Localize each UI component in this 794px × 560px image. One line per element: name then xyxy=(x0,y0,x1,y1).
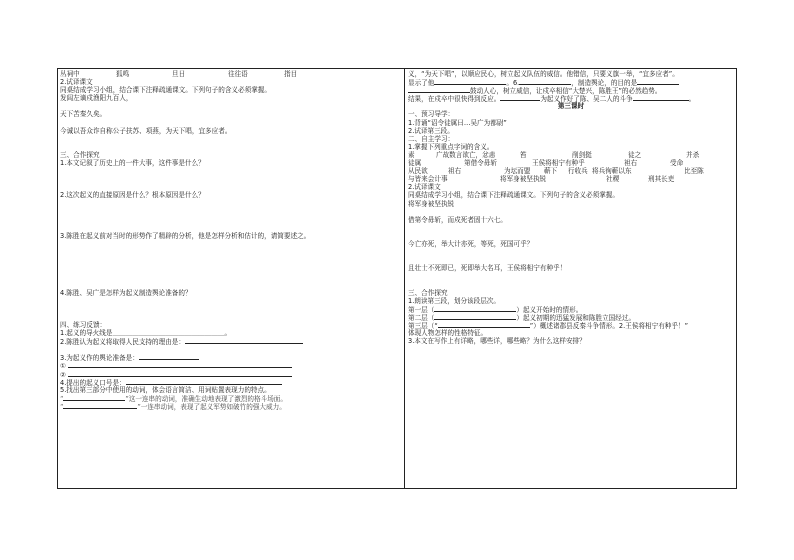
task: 2.试译课文 xyxy=(408,183,441,192)
vocab-row xyxy=(408,159,734,167)
question-text: 1.起义的导火线是 xyxy=(60,329,113,338)
vocab-item: 狐鸣 xyxy=(116,70,130,78)
answer-blank[interactable] xyxy=(185,337,303,344)
text: 。6. xyxy=(506,79,520,88)
fill-row xyxy=(60,394,400,402)
vocab-item: 丛祠中 xyxy=(60,70,80,78)
vocab-item: 将兵徇蕲以东 xyxy=(592,167,632,176)
question: 1.本文记叙了历史上的一件大事，这件事是什么？ xyxy=(60,159,205,168)
section-title: 三、合作探究 xyxy=(408,288,448,297)
fill-question xyxy=(60,337,400,345)
vocab-item: 徒属 xyxy=(408,159,422,168)
answer-blank[interactable] xyxy=(63,402,137,409)
fill-question xyxy=(60,329,400,337)
text: 。 xyxy=(688,95,696,104)
sentence: 借第令毋斩，而戍死者固十六七。 xyxy=(408,215,507,224)
task: 1.背诵“诏令徒属曰…吴广为都尉” xyxy=(408,118,507,127)
vocab-row xyxy=(60,70,400,78)
text: 结果，在戍卒中很快得到反应。 xyxy=(408,95,501,104)
fill-row xyxy=(408,305,734,313)
vocab-item: 与皆来会计事 xyxy=(408,175,448,184)
answer-blank[interactable] xyxy=(434,78,506,85)
question: 3.陈胜在起义前对当时的形势作了精辟的分析，他是怎样分析和估计的，请简要述之。 xyxy=(60,231,311,240)
vocab-item: 刑其长吏 xyxy=(648,175,675,184)
task: 1.掌握下列重点字词的含义。 xyxy=(408,142,494,151)
vocab-item: 徒之 xyxy=(628,150,642,159)
text: 鼓动人心，树立威信，让戍卒相信“大楚兴，陈胜王”的必然趋势。 xyxy=(470,87,662,96)
instruction: 同桌结成学习小组，结合课下注释疏通课文。下列句子的含义必须掌握。 xyxy=(408,191,619,200)
vocab-item: 将军身被坚执锐 xyxy=(500,175,547,184)
column-divider xyxy=(404,68,405,489)
vocab-item: 笞 xyxy=(520,150,527,159)
text: ）起义开始时的情形。 xyxy=(516,305,583,314)
text: ）起义初期的迅猛发展和陈胜立国经过。 xyxy=(516,313,636,322)
section-title: 二、自主学习： xyxy=(408,134,455,143)
vocab-item: 比至陈 xyxy=(684,167,704,176)
fill-row xyxy=(408,78,734,86)
vocab-item: 社稷 xyxy=(606,175,620,184)
answer-blank[interactable] xyxy=(139,353,199,360)
vocab-item: 从民欲 xyxy=(408,167,428,176)
vocab-item: 素 xyxy=(408,150,415,159)
fill-row xyxy=(408,321,734,329)
vocab-item: 袒右 xyxy=(624,159,638,168)
answer-blank[interactable] xyxy=(68,361,292,368)
question: 4.陈胜、吴广是怎样为起义制造舆论准备的？ xyxy=(60,288,192,297)
section-title: 一、预习导学： xyxy=(408,110,455,119)
question-text: 2.陈胜认为起义将取得人民支持的理由是： xyxy=(60,338,185,347)
question: 5.找出第三部分中使用的动词，体会语言简洁、用词贴置表现力的特点。 xyxy=(60,385,271,394)
answer-blank[interactable] xyxy=(519,78,571,85)
vocab-item: 祖右 xyxy=(448,167,462,176)
answer-blank[interactable] xyxy=(637,78,679,85)
text: 第一层（ xyxy=(408,305,435,314)
section-title: 三、合作探究 xyxy=(60,150,100,159)
answer-text: ”这一连串的动词，准确生动地表现了激烈的格斗场面。 xyxy=(125,394,287,403)
left-column xyxy=(60,70,400,410)
fill-row xyxy=(408,86,734,94)
vocab-row xyxy=(408,151,734,159)
quote-mark: “ xyxy=(60,394,64,403)
fill-question xyxy=(60,378,400,386)
section-title: 四、练习反馈： xyxy=(60,320,107,329)
answer-blank[interactable] xyxy=(434,313,516,320)
text: 为起义作好了陈、吴二人的斗争 xyxy=(540,95,633,104)
answer-blank[interactable] xyxy=(633,94,689,101)
quote-mark: “ xyxy=(60,402,64,411)
vocab-item: 受命 xyxy=(670,159,684,168)
circled-number: ① xyxy=(60,362,66,371)
text: 第二层（ xyxy=(408,313,435,322)
sentence: 今亡亦死，举大计亦死，等死，死国可乎？ xyxy=(408,239,534,248)
question-text: 3.为起义作的舆论准备是： xyxy=(60,354,139,363)
sentence: 今诚以吾众诈自称公子扶苏、项燕，为天下唱，宜多应者。 xyxy=(60,126,232,135)
lesson-title: 第三课时 xyxy=(557,102,585,111)
vocab-item: 广故数言欲亡，忿恚 xyxy=(436,150,496,159)
answer-blank[interactable] xyxy=(434,305,516,312)
answer-text: ”一连串动词，表现了起义军势如破竹的强大威力。 xyxy=(137,402,286,411)
answer-blank[interactable] xyxy=(126,378,282,385)
vocab-row xyxy=(408,167,734,175)
section-title: 2.试译课文 xyxy=(60,78,93,87)
text: 显示了他 xyxy=(408,79,435,88)
vocab-item: 削剑挺 xyxy=(572,150,592,159)
answer-blank[interactable] xyxy=(408,86,470,93)
answer-blank[interactable] xyxy=(438,321,530,328)
fill-row xyxy=(60,361,400,369)
vocab-item: 并杀 xyxy=(686,150,700,159)
fill-question xyxy=(60,353,400,361)
blank-line: ＿＿＿＿＿＿＿＿＿＿＿＿＿＿＿＿＿。 xyxy=(112,329,232,338)
instruction: 同桌结成学习小组，结合课下注释疏通课文。下列句子的含义必须掌握。 xyxy=(60,86,271,95)
vocab-item: 指目 xyxy=(284,70,298,78)
question-text: 4.提出的起义口号是： xyxy=(60,378,126,387)
answer-text: 义，“为天下唱”，以顺应民心，树立起义队伍的威信。他错信，只要义旗一举，“宜多应者”。 xyxy=(408,70,679,78)
vocab-item: 王侯将相宁有种乎 xyxy=(532,159,585,168)
text: 第三层（“ xyxy=(408,321,438,330)
sentence: 天下苦秦久矣。 xyxy=(60,110,107,119)
vocab-row xyxy=(408,175,734,183)
sentence: 且壮士不死即已，死即举大名耳，王侯将相宁有种乎！ xyxy=(408,264,567,273)
vocab-item: 蕲下 xyxy=(544,167,558,176)
sentence: 将军身被坚执锐 xyxy=(408,199,455,208)
answer-blank[interactable] xyxy=(68,370,292,377)
vocab-item: 为坛而盟 xyxy=(504,167,531,176)
fill-row xyxy=(408,313,734,321)
fill-row xyxy=(60,402,400,410)
answer-blank[interactable] xyxy=(63,394,125,401)
task: 3.本文在写作上有详略，哪些详，哪些略？为什么这样安排？ xyxy=(408,337,586,346)
answer-blank[interactable] xyxy=(500,94,540,101)
right-column xyxy=(408,70,734,345)
task: 体现人物怎样的性格特征。 xyxy=(408,329,488,337)
circled-number: ② xyxy=(60,370,66,379)
text: ”）概述诸郡县反秦斗争情形。2.王侯将相宁有种乎！” xyxy=(529,321,688,330)
question: 2.这次起义的直接原因是什么？根本原因是什么？ xyxy=(60,191,205,200)
text: ，制造舆论，的目的是 xyxy=(571,79,638,88)
vocab-item: 往往语 xyxy=(228,70,248,78)
task: 2.试译第三段。 xyxy=(408,126,454,135)
vocab-item: 行收兵 xyxy=(568,167,588,176)
sentence: 发闾左谪戍渔阳九百人， xyxy=(60,94,133,103)
vocab-item: 第借令毋斩 xyxy=(464,159,497,168)
fill-row xyxy=(60,370,400,378)
vocab-item: 旦日 xyxy=(172,70,186,78)
task: 1.朗读第三段，划分该段层次。 xyxy=(408,296,501,305)
